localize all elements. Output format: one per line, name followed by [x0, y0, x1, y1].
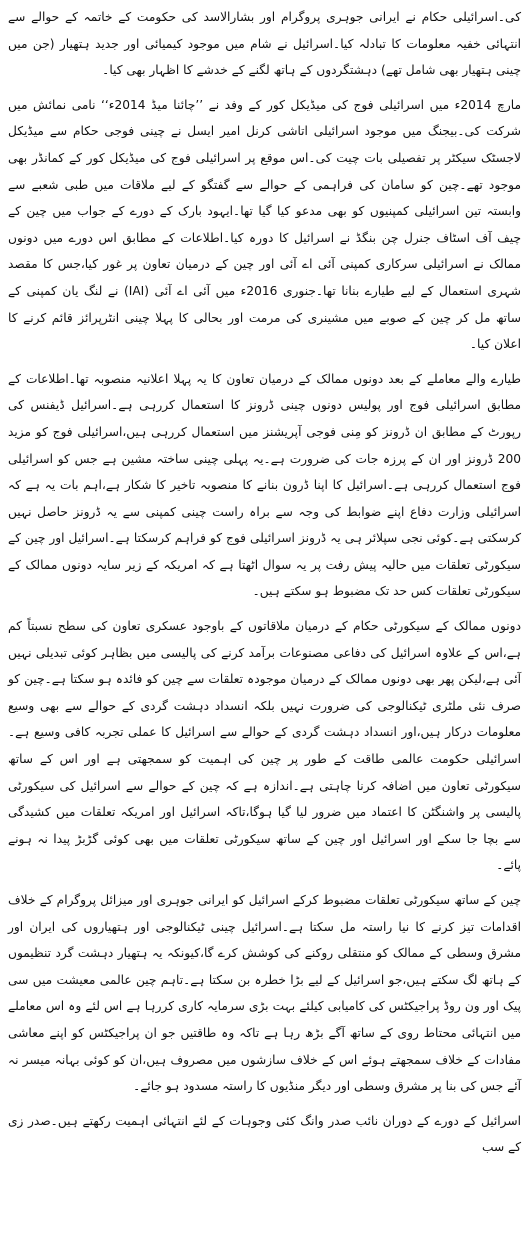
- article-paragraph-2: مارچ 2014ء میں اسرائیلی فوج کی میڈیکل کور کے وفد نے ’’چائنا میڈ 2014ء‘‘ نامی نمائش میں شرکت کی۔بیجنگ میں موجود اسرائیلی اتاشی کرنل امیر ایسل نے چینی فوجی حکام سے میڈیکل لاجسٹک سیکٹر پر تفصیلی بات چیت کی۔اس موقع پر اسرائیلی فوج کی میڈیکل کور کے کمانڈر بھی موجود تھے۔چین کو سامان کی فراہمی کے حوالے سے گفتگو کے لیے ملاقات میں طبی شعبے سے وابستہ تین اسرائیلی کمپنیوں کو بھی مدعو کیا گیا تھا۔ایہود بارک کے دورے کے جواب میں چین کے چیف آف اسٹاف جنرل چن بنگڈ نے اسرائیل کا دورہ کیا۔اطلاعات کے مطابق اس دورے میں دونوں ممالک نے اسرائیلی سرکاری کمپنی آئی اے آئی اور چین کے درمیان تعاون پر غور کیا،جس کا مقصد شہری استعمال کے لیے طیارے بنانا تھا۔جنوری 2016ء میں آئی اے آئی (IAI) نے لنگ یان کمپنی کے ساتھ مل کر چین کے صوبے میں مشینری کی مرمت اور بحالی کا پہلا چینی انٹرپرائز قائم کرنے کا اعلان کیا۔: [8, 97, 521, 352]
- article-paragraph-1: کی۔اسرائیلی حکام نے ایرانی جوہری پروگرام اور بشارالاسد کی حکومت کے خاتمہ کے حوالے سے انتہائی خفیہ معلومات کا تبادلہ کیا۔اسرائیل نے شام میں موجود کیمیائی اور جدید ہتھیار (جن میں چینی ہتھیار بھی شامل تھے) دہشتگردوں کے ہاتھ لگنے کے خدشے کا اظہار بھی کیا۔: [8, 10, 521, 78]
- article-paragraph-6: اسرائیل کے دورے کے دوران نائب صدر وانگ کئی وجوہات کے لئے انتہائی اہمیت رکھتے ہیں۔صدر زی کے سب: [8, 1113, 521, 1155]
- article-paragraph-3: طیارے والے معاملے کے بعد دونوں ممالک کے درمیان تعاون کا یہ پہلا اعلانیہ منصوبہ تھا۔اطلاعات کے مطابق اسرائیلی فوج اور پولیس دونوں چینی ڈرونز کا استعمال کررہی ہے۔اسرائیل ڈیفنس کی رپورٹ کے مطابق ان ڈرونز کو مِنی فوجی آپریشنز میں استعمال کررہی ہیں،اسرائیلی فوج کو مزید 200 ڈرونز اور ان کے پرزہ جات کی ضرورت ہے۔یہ پہلی چینی ساختہ مشین ہے جس کو اسرائیلی فوج استعمال کررہی ہے۔اسرائیل کا اپنا ڈرون بنانے کا منصوبہ تاخیر کا شکار ہے،اہم بات یہ ہے کہ اسرائیلی وزارت دفاع اپنے ضوابط کی وجہ سے براہ راست چینی کمپنی سے یہ ڈرونز حاصل نہیں کرسکتی ہے۔کوئی نجی سپلائر ہی یہ ڈرونز اسرائیلی فوج کو فراہم کرسکتا ہے۔اسرائیل اور چین کے سیکورٹی تعلقات میں حالیہ پیش رفت پر یہ سوال اٹھتا ہے کہ امریکہ کے زیر سایہ دونوں ممالک کے سیکورٹی تعلقات کس حد تک مضبوط ہو سکتے ہیں۔: [8, 371, 521, 599]
- article-paragraph-4: دونوں ممالک کے سیکورٹی حکام کے درمیان ملاقاتوں کے باوجود عسکری تعاون کی سطح نسبتاً کم ہے،اس کے علاوہ اسرائیل کی دفاعی مصنوعات برآمد کرنے کی پالیسی میں بظاہر کوئی تبدیلی نہیں آئی ہے،لیکن پھر بھی دونوں ممالک کے درمیان موجودہ تعلقات سے چین کو فائدہ ہو سکتا ہے۔چین کو صرف نئی ملٹری ٹیکنالوجی کی ضرورت نہیں بلکہ انسداد دہشت گردی کے حوالے سے بھی وسیع معلومات درکار ہیں،اور انسداد دہشت گردی کے حوالے سے اسرائیل کا عملی تجربہ کافی وسیع ہے۔اسرائیلی حکومت عالمی طاقت کے طور پر چین کی اہمیت کو سمجھتی ہے اور اس کے ساتھ سیکورٹی تعاون میں اضافہ کرنا چاہتی ہے۔اندازہ ہے کہ چین کے حوالے سے اسرائیل کی سیکورٹی پالیسی پر واشنگٹن کا اعتماد میں ضرور لیا گیا ہوگا،تاکہ اسرائیل اور امریکہ تعلقات میں کشیدگی سے بچا جا سکے اور اسرائیل اور چین کے ساتھ سیکورٹی تعلقات میں بھی کوئی گڑبڑ پیدا نہ ہونے پائے۔: [8, 619, 521, 873]
- article-paragraph-5: چین کے ساتھ سیکورٹی تعلقات مضبوط کرکے اسرائیل کو ایرانی جوہری اور میزائل پروگرام کے خلاف اقدامات تیز کرنے کا نیا راستہ مل سکتا ہے۔اسرائیل چینی ٹیکنالوجی اور ہتھیاروں کی ایران اور مشرق وسطی کے ممالک کو منتقلی روکنے کی کوشش کرے گا،کیونکہ یہ ہتھیار دہشت گرد تنظیموں کے ہاتھ لگ سکتے ہیں،جو اسرائیل کے لیے بڑا خطرہ بن سکتا ہے۔تاہم چین عالمی معیشت میں سی پیک اور ون روڈ پراجیکٹس کی کامیابی کیلئے بہت بڑی سرمایہ کاری کررہا ہے اس لئے وہ اس معاملے میں انتہائی محتاط روی کے ساتھ آگے بڑھ رہا ہے تاکہ وہ طاقتیں جو ان پراجیکٹس کو اپنے معاشی مفادات کے خلاف سمجھتے ہوئے اس کے خلاف سازشوں میں مصروف ہیں،ان کو کوئی بہانہ میسر نہ آئے جس کی بنا پر مشرق وسطی اور دیگر منڈیوں کا راستہ مسدود ہو جائے۔: [8, 893, 521, 1094]
